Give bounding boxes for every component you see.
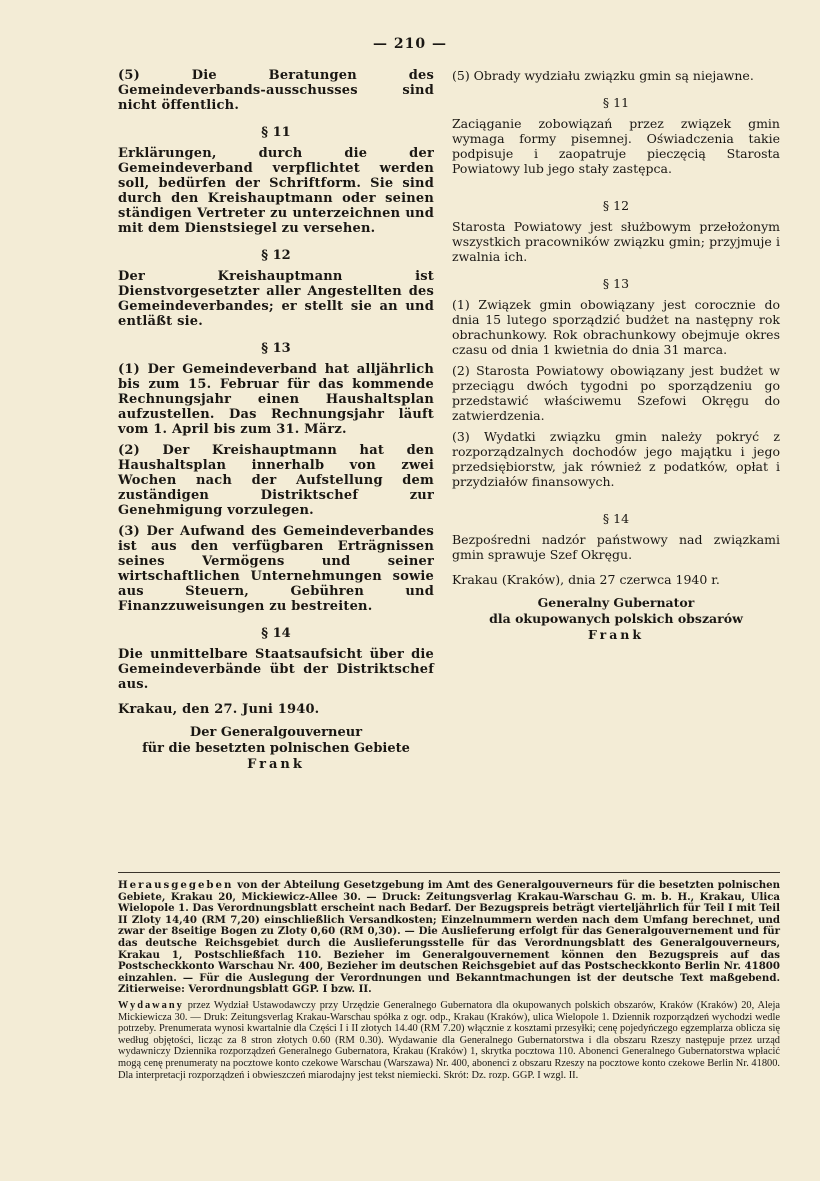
de-signature-block [118,725,434,772]
pl-section-11-text: Zaciąganie zobowiązań przez związek gmin wymaga formy pisemnej. Oświadczenia takie podpisuje i zaopatruje pieczęcią Starosta Powiatowy lub jego stały zastępca. [452,116,780,176]
pl-imprint-text [118,1000,780,1081]
de-section-13-para-2: (2) Der Kreishauptmann hat den Haushaltsplan innerhalb von zwei Wochen nach der Aufstellung dem zuständigen Distriktschef zur Genehmigung vorzulegen. [118,443,434,518]
pl-section-13-para-2: (2) Starosta Powiatowy obowiązany jest budżet w przeciągu dwóch tygodni po sporządzeniu go przedstawić właściwemu Szefowi Okręgu do zatwierdzenia. [452,363,780,423]
pl-imprint-body: przez Wydział Ustawodawczy przy Urzędzie Generalnego Gubernatora dla okupowanych polskich obszarów, Kraków (Kraków) 20, Aleja Mickiewicza 30. — Druk: Zeitungsverlag Krakau-Warschau spółka z ogr. odp., Krakau (Kraków), ulica Wielopole 1. Dziennik rozporządzeń wychodzi wedle potrzeby. Prenumerata wynosi kwartalnie dla Części I i II złotych 14.40 (RM 7.20) włącznie z kosztami przesyłki; cenę pojedyńczego egzemplarza oblicza się według objętości, licząc za 8 stron złotych 0.60 (RM 0.30). Wydawanie dla Generalnego Gubernatorstwa i dla obszaru Rzeszy następuje przez urząd wydawniczy Dziennika rozporządzeń Generalnego Gubernatora, Krakau (Kraków) 1, skrytka pocztowa 110. Abonenci Generalnego Gubernatorstwa wpłacić mogą cenę prenumeraty na pocztowe konto czekowe Warschau (Warszawa) Nr. 400, abonenci z obszaru Rzeszy na pocztowe konto czekowe Berlin Nr. 41800. Dla interpretacji rozporządzeń i obwieszczeń miarodajny jest tekst niemiecki. Skrót: Dz. rozp. GGP. I wzgl. II. [118,1000,780,1081]
de-imprint-text [118,880,780,996]
de-signature-subtitle: für die besetzten polnischen Gebiete [142,741,410,756]
pl-section-14-heading: § 14 [602,511,630,526]
pl-section-13-para-3: (3) Wydatki związku gmin należy pokryć z rozporządzalnych dochodów jego majątku i jego przedsiębiorstw, jak również z podatków, opłat i przydziałów finansowych. [452,429,780,489]
german-column [118,68,434,773]
de-place-date: Krakau, den 27. Juni 1940. [118,702,320,717]
de-paragraph-5: (5) Die Beratungen des Gemeindeverbands-ausschusses sind nicht öffentlich. [118,68,434,113]
de-section-14-text: Die unmittelbare Staatsaufsicht über die Gemeindeverbände übt der Distriktschef aus. [118,647,434,692]
pl-section-13-heading: § 13 [602,276,630,291]
page-number: — 210 — [373,36,447,52]
pl-signature-block [452,595,780,642]
de-section-12-text: Der Kreishauptmann ist Dienstvorgesetzter aller Angestellten des Gemeindeverbandes; er stellt sie an und entläßt sie. [118,269,434,329]
de-section-14-heading: § 14 [261,626,291,641]
pl-place-date: Krakau (Kraków), dnia 27 czerwca 1940 r. [452,572,720,587]
de-section-11-text: Erklärungen, durch die der Gemeindeverband verpflichtet werden soll, bedürfen der Schriftform. Sie sind durch den Kreishauptmann oder seinen ständigen Vertreter zu unterzeichnen und mit dem Dienstsiegel zu versehen. [118,146,434,236]
pl-signature-subtitle: dla okupowanych polskich obszarów [489,611,743,626]
pl-section-11-heading: § 11 [602,95,630,110]
pl-paragraph-5: (5) Obrady wydziału związku gmin są niejawne. [452,68,754,83]
de-section-13-para-1: (1) Der Gemeindeverband hat alljährlich bis zum 15. Februar für das kommende Rechnungsjahr einen Haushaltsplan aufzustellen. Das Rechnungsjahr läuft vom 1. April bis zum 31. März. [118,362,434,437]
de-imprint-body: von der Abteilung Gesetzgebung im Amt des Generalgouverneurs für die besetzten polnischen Gebiete, Krakau 20, Mickiewicz-Allee 30. — Druck: Zeitungsverlag Krakau-Warschau G. m. b. H., Krakau, Ulica Wielopole 1. Das Verordnungsblatt erscheint nach Bedarf. Der Bezugspreis beträgt vierteljährlich für Teil I mit Teil II Zloty 14,40 (RM 7,20) einschließlich Versandkosten; Einzelnummern werden nach dem Umfang berechnet, und zwar der 8seitige Bogen zu Zloty 0,60 (RM 0,30). — Die Auslieferung erfolgt für das Generalgouvernement und für das deutsche Reichsgebiet durch die Auslieferungsstelle für das Verordnungsblatt des Generalgouverneurs, Krakau 1, Postschließfach 110. Bezieher im Generalgouvernement können den Bezugspreis auf das Postscheckkonto Warschau Nr. 400, Bezieher im deutschen Reichsgebiet auf das Postscheckkonto Berlin Nr. 41800 einzahlen. — Für die Auslegung der Verordnungen und Bekanntmachungen ist der deutsche Text maßgebend. Zitierweise: Verordnungsblatt GGP. I bzw. II. [118,879,781,996]
de-signature-name: Frank [247,757,305,772]
pl-section-14-text: Bezpośredni nadzór państwowy nad związkami gmin sprawuje Szef Okręgu. [452,532,780,562]
pl-signature-title: Generalny Gubernator [537,595,695,610]
de-signature-title: Der Generalgouverneur [189,725,363,740]
footer-divider [118,872,780,873]
de-section-11-heading: § 11 [261,125,291,140]
polish-imprint [118,1000,780,1081]
de-section-13-heading: § 13 [261,341,291,356]
de-section-13-para-3: (3) Der Aufwand des Gemeindeverbandes ist aus den verfügbaren Erträgnissen seines Vermögens und seiner wirtschaftlichen Unternehmungen sowie aus Steuern, Gebühren und Finanzzuweisungen zu bestreiten. [118,524,434,614]
german-imprint [118,880,780,996]
pl-section-12-heading: § 12 [602,198,630,213]
pl-signature-name: Frank [587,627,645,642]
de-section-12-heading: § 12 [261,248,291,263]
de-imprint-lead: Herausgegeben [118,879,234,891]
pl-section-13-para-1: (1) Związek gmin obowiązany jest corocznie do dnia 15 lutego sporządzić budżet na następny rok obrachunkowy. Rok obrachunkowy obejmuje okres czasu od dnia 1 kwietnia do dnia 31 marca. [452,297,780,357]
polish-column [452,68,780,643]
pl-section-12-text: Starosta Powiatowy jest służbowym przełożonym wszystkich pracowników związku gmin; przyjmuje i zwalnia ich. [452,219,780,264]
pl-imprint-lead: Wydawany [118,1000,184,1011]
